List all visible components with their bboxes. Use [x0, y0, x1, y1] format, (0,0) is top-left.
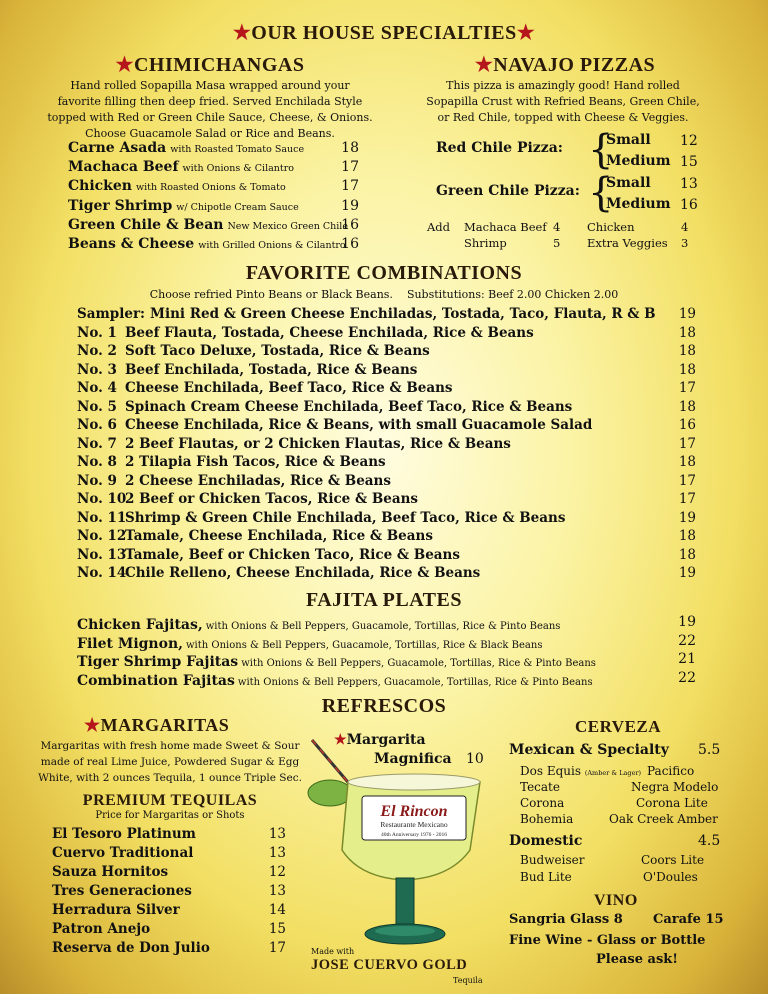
item-price: 22	[678, 669, 696, 686]
item-description: with Onions & Bell Peppers, Guacamole, Tortillas, Rice & Pinto Beans	[241, 658, 596, 669]
combo-number: No. 7	[77, 435, 117, 452]
combo-text: Beef Flauta, Tostada, Cheese Enchilada, Rice & Beans	[125, 324, 534, 341]
sangria-item: Sangria Glass 8	[509, 912, 623, 927]
item-name: Chicken Fajitas,	[77, 617, 203, 633]
green-small-label: Small	[606, 175, 651, 191]
red-small-label: Small	[606, 132, 651, 148]
item-description: with Roasted Onions & Tomato	[135, 182, 286, 194]
tequila-price: 15	[268, 921, 286, 937]
combo-number: Sampler:	[77, 306, 146, 322]
fine-wine-item: Fine Wine - Glass or Bottle	[509, 933, 706, 948]
tequila-price: 14	[268, 902, 286, 918]
item-price: 22	[678, 632, 696, 649]
pizzas-title	[420, 52, 710, 77]
item-name: Machaca Beef	[68, 159, 179, 176]
combo-number: No. 10	[77, 491, 127, 507]
star-icon: ★	[474, 54, 494, 76]
fajita-item	[77, 670, 593, 689]
please-ask-note: Please ask!	[596, 952, 678, 967]
magnifica-label-2: Magnifica	[374, 751, 452, 767]
carafe-item: Carafe 15	[653, 912, 724, 927]
star-icon: ★	[232, 22, 252, 44]
chimichangas-title-text: CHIMICHANGAS	[133, 54, 305, 76]
combo-item	[77, 473, 391, 489]
combinations-note	[0, 288, 768, 301]
combo-price: 19	[678, 509, 696, 526]
margaritas-title	[84, 715, 229, 736]
item-price: 18	[341, 140, 359, 156]
beer-item: Corona	[520, 796, 565, 810]
desc-line: Sopapilla Crust with Refried Beans, Green Chile,	[426, 95, 700, 108]
item-name: Carne Asada	[68, 140, 167, 156]
item-price: 19	[678, 614, 696, 630]
combo-number: No. 6	[77, 417, 117, 433]
combo-number: No. 12	[77, 528, 127, 544]
green-chile-pizza-label: Green Chile Pizza:	[436, 183, 580, 199]
menu-item	[68, 178, 286, 194]
desc-line: Choose Guacamole Salad or Rice and Beans.	[85, 127, 335, 140]
combo-price: 19	[678, 306, 696, 322]
addon-name: Extra Veggies	[587, 236, 668, 250]
item-price: 19	[341, 197, 359, 214]
combo-text: 2 Tilapia Fish Tacos, Rice & Beans	[125, 454, 386, 470]
combo-text: Chile Relleno, Cheese Enchilada, Rice & Beans	[125, 565, 481, 581]
tequila-price: 13	[268, 826, 286, 842]
addon-name: Shrimp	[464, 236, 507, 250]
fajita-item	[77, 614, 560, 633]
menu-item	[68, 159, 294, 175]
desc-line: topped with Red or Green Chile Sauce, Cheese, & Onions.	[47, 111, 373, 124]
combo-number: No. 14	[77, 565, 127, 581]
item-description: with Roasted Tomato Sauce	[170, 144, 305, 155]
combo-price: 17	[678, 472, 696, 489]
chimichangas-description	[45, 78, 375, 142]
combinations-title: FAVORITE COMBINATIONS	[245, 262, 523, 284]
tequila-price: 12	[268, 864, 286, 880]
item-name: Beans & Cheese	[68, 236, 195, 252]
item-price: 21	[678, 651, 696, 667]
star-icon: ★	[115, 54, 134, 76]
beans-note: Choose refried Pinto Beans or Black Beans.	[149, 288, 393, 301]
combo-price: 17	[678, 491, 696, 507]
item-description: New Mexico Green Chile	[227, 220, 348, 232]
combo-number: No. 2	[77, 343, 117, 359]
magnifica-price: 10	[466, 751, 484, 767]
combo-text: Cheese Enchilada, Beef Taco, Rice & Beans	[125, 380, 453, 396]
combo-item	[77, 436, 511, 452]
combo-item	[77, 510, 565, 526]
logo-name: El Rincon	[380, 803, 448, 820]
combo-number: No. 13	[77, 546, 127, 563]
item-description: with Onions & Bell Peppers, Guacamole, Tortillas, Rice & Pinto Beans	[205, 621, 561, 632]
combo-item	[77, 362, 417, 378]
logo-sub: Restaurante Mexicano	[380, 820, 448, 829]
tequila-name: El Tesoro Platinum	[52, 826, 196, 842]
combo-item	[77, 417, 592, 433]
combo-price: 18	[678, 528, 696, 544]
item-name: Green Chile & Bean	[68, 216, 224, 233]
combo-item	[77, 399, 572, 415]
desc-line: White, with 2 ounces Tequila, 1 ounce Triple Sec.	[38, 772, 302, 784]
combo-text: Beef Enchilada, Tostada, Rice & Beans	[125, 361, 418, 378]
substitutions-note: Substitutions: Beef 2.00 Chicken 2.00	[406, 288, 619, 301]
combo-number: No. 9	[77, 472, 117, 489]
cuervo-tequila: Tequila	[453, 976, 483, 985]
tequila-name: Patron Anejo	[52, 921, 151, 937]
tequilas-subtitle: Price for Margaritas or Shots	[95, 810, 245, 821]
addon-price: 4	[681, 220, 689, 234]
combo-item	[77, 454, 386, 470]
red-medium-price: 15	[680, 154, 698, 170]
item-description: with Grilled Onions & Cilantro	[198, 240, 346, 251]
combo-price: 18	[678, 546, 696, 563]
tequilas-title: PREMIUM TEQUILAS	[82, 792, 258, 809]
item-name: Tiger Shrimp Fajitas	[77, 654, 239, 670]
tequila-name: Sauza Hornitos	[52, 864, 169, 880]
beer-item: Coors Lite	[641, 853, 705, 867]
domestic-label: Domestic	[509, 833, 583, 849]
fajita-item	[77, 651, 596, 670]
beer-item: Tecate	[520, 780, 560, 794]
domestic-price: 4.5	[698, 833, 721, 849]
combo-text: Cheese Enchilada, Rice & Beans, with small Guacamole Salad	[125, 417, 593, 433]
green-medium-label: Medium	[606, 196, 671, 212]
combo-price: 18	[678, 324, 696, 341]
addon-name: Chicken	[587, 220, 635, 234]
combo-text: 2 Cheese Enchiladas, Rice & Beans	[125, 472, 391, 489]
item-price: 17	[341, 159, 359, 176]
combo-price: 16	[678, 417, 696, 433]
combo-number: No. 3	[77, 361, 117, 378]
beer-item: Negra Modelo	[631, 780, 719, 794]
star-icon: ★	[516, 22, 536, 44]
combo-price: 18	[678, 454, 696, 470]
combo-text: Mini Red & Green Cheese Enchiladas, Tostada, Taco, Flauta, R & B	[150, 306, 656, 322]
item-description: with Onions & Bell Peppers, Guacamole, Tortillas, Rice & Pinto Beans	[237, 676, 593, 688]
item-name: Filet Mignon,	[77, 635, 183, 652]
star-icon: ★	[334, 732, 347, 748]
item-name: Tiger Shrimp	[68, 197, 173, 214]
logo-anniversary: 40th Anniversary 1976 - 2016	[381, 832, 447, 838]
combo-text: Spinach Cream Cheese Enchilada, Beef Taco, Rice & Beans	[125, 398, 573, 415]
item-price: 16	[341, 216, 359, 233]
green-medium-price: 16	[680, 197, 698, 213]
menu-item	[68, 140, 304, 156]
combo-item	[77, 565, 480, 581]
tequila-name: Tres Generaciones	[52, 883, 192, 899]
vino-title: VINO	[594, 892, 638, 909]
combo-text: 2 Beef or Chicken Tacos, Rice & Beans	[125, 491, 419, 507]
combo-text: Shrimp & Green Chile Enchilada, Beef Taco, Rice & Beans	[125, 509, 566, 526]
cerveza-title: CERVEZA	[575, 717, 662, 736]
item-name: Combination Fajitas	[77, 672, 235, 689]
combo-price: 18	[678, 398, 696, 415]
beer-name: Dos Equis	[520, 764, 581, 778]
desc-line: Margaritas with fresh home made Sweet & Sour	[40, 740, 300, 752]
combo-item	[77, 325, 534, 341]
fajita-item	[77, 633, 542, 652]
tequila-price: 17	[268, 940, 286, 956]
menu-item	[68, 217, 348, 233]
cuervo-brand: JOSE CUERVO GOLD	[311, 957, 468, 973]
red-medium-label: Medium	[606, 153, 671, 169]
tequila-name: Reserva de Don Julio	[52, 940, 210, 956]
combo-number: No. 1	[77, 324, 117, 341]
combo-price: 19	[678, 565, 696, 581]
made-with-label: Made with	[311, 947, 355, 956]
combo-price: 17	[678, 435, 696, 452]
beer-item: Oak Creek Amber	[609, 812, 718, 826]
desc-line: or Red Chile, topped with Cheese & Veggies.	[437, 111, 689, 124]
combo-text: Soft Taco Deluxe, Tostada, Rice & Beans	[125, 343, 430, 359]
margaritas-description	[38, 738, 302, 786]
combo-price: 18	[678, 343, 696, 359]
combo-price: 18	[678, 361, 696, 378]
pizzas-description	[408, 78, 718, 126]
fajitas-title: FAJITA PLATES	[306, 589, 462, 611]
tequila-name: Cuervo Traditional	[52, 845, 194, 861]
lime-icon	[308, 780, 352, 806]
combo-price: 17	[678, 380, 696, 396]
combo-item	[77, 528, 433, 544]
combo-number: No. 11	[77, 509, 127, 526]
beer-item: Bud Lite	[520, 870, 572, 884]
tequila-price: 13	[268, 845, 286, 861]
desc-line: made of real Lime Juice, Powdered Sugar & Egg	[40, 756, 300, 768]
page-title	[0, 20, 768, 45]
beer-item	[520, 764, 641, 778]
combo-item	[77, 343, 430, 359]
add-label: Add	[427, 220, 451, 234]
addon-name: Machaca Beef	[464, 220, 547, 234]
refrescos-title: REFRESCOS	[321, 695, 447, 717]
combo-item	[77, 547, 460, 563]
beer-item: Pacifico	[647, 764, 695, 778]
item-name: Chicken	[68, 178, 132, 195]
item-price: 17	[341, 178, 359, 195]
desc-line: favorite filling then deep fried. Served Enchilada Style	[57, 95, 363, 108]
beer-item: Budweiser	[520, 853, 585, 867]
beer-item: Corona Lite	[636, 796, 708, 810]
combo-item	[77, 380, 453, 396]
pizzas-title-text: NAVAJO PIZZAS	[493, 54, 656, 76]
combo-text: Tamale, Beef or Chicken Taco, Rice & Beans	[125, 546, 460, 563]
combo-number: No. 8	[77, 454, 117, 470]
combo-item	[77, 306, 656, 322]
combo-item	[77, 491, 418, 507]
brace-icon: {	[588, 127, 614, 173]
item-price: 16	[341, 236, 359, 252]
magnifica-line1: Margarita	[346, 732, 426, 748]
combo-number: No. 4	[77, 380, 117, 396]
chimichangas-title	[60, 52, 360, 77]
item-description: with Onions & Cilantro	[182, 163, 294, 175]
combo-text: Tamale, Cheese Enchilada, Rice & Beans	[125, 528, 433, 544]
addon-price: 3	[681, 236, 689, 250]
desc-line: This pizza is amazingly good! Hand rolled	[446, 79, 680, 92]
red-small-price: 12	[680, 133, 698, 149]
beer-item: Bohemia	[520, 812, 574, 826]
green-small-price: 13	[680, 176, 698, 192]
tequila-name: Herradura Silver	[52, 902, 180, 918]
margaritas-title-text: MARGARITAS	[100, 715, 230, 735]
combo-text: 2 Beef Flautas, or 2 Chicken Flautas, Rice & Beans	[125, 435, 511, 452]
item-description: with Onions & Bell Peppers, Guacamole, Tortillas, Rice & Black Beans	[186, 639, 543, 651]
addon-price: 5	[553, 236, 561, 250]
menu-item	[68, 198, 299, 214]
beer-note: (Amber & Lager)	[584, 769, 642, 777]
red-chile-pizza-label: Red Chile Pizza:	[436, 140, 563, 156]
desc-line: Hand rolled Sopapilla Masa wrapped around your	[70, 79, 350, 92]
item-description: w/ Chipotle Cream Sauce	[176, 201, 299, 213]
page-title-text: OUR HOUSE SPECIALTIES	[251, 22, 517, 44]
combo-number: No. 5	[77, 398, 117, 415]
tequila-price: 13	[268, 883, 286, 899]
star-icon: ★	[84, 715, 101, 735]
brace-icon: {	[588, 170, 614, 216]
margarita-glass-image	[300, 738, 500, 958]
mexican-specialty-label: Mexican & Specialty	[509, 742, 669, 758]
beer-item: O'Doules	[643, 870, 698, 884]
addon-price: 4	[553, 220, 561, 234]
mexican-specialty-price: 5.5	[698, 742, 721, 758]
menu-item	[68, 236, 346, 252]
